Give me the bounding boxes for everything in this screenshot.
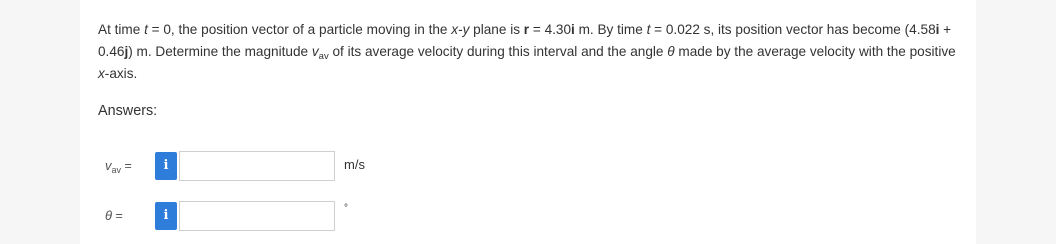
answer-row-angle (80, 200, 976, 232)
axis-label: x (98, 66, 105, 81)
equals-sign: = (112, 209, 123, 223)
velocity-subscript: av (111, 165, 122, 175)
problem-text: At time (98, 22, 145, 37)
problem-text: + 0.46 (98, 22, 952, 59)
velocity-answer-input[interactable] (179, 151, 335, 181)
time-variable: t (646, 22, 651, 37)
page-margin-left (0, 0, 80, 244)
unit-vector-j: j (124, 44, 129, 59)
answer-row-velocity (80, 150, 976, 182)
problem-text: m. By time (574, 22, 647, 37)
problem-statement (98, 19, 968, 85)
velocity-symbol: v (105, 158, 112, 173)
problem-text: = 4.30 (529, 22, 572, 37)
velocity-symbol: v (311, 44, 319, 59)
velocity-unit: m/s (344, 157, 365, 172)
angle-unit: ° (344, 203, 348, 214)
angle-answer-input[interactable] (179, 201, 335, 231)
problem-text: of its average velocity during this interval and the angle (328, 44, 668, 59)
velocity-label (105, 158, 132, 173)
question-card (80, 0, 976, 244)
info-icon[interactable]: i (155, 152, 177, 180)
problem-text: plane is (469, 22, 524, 37)
position-vector-symbol: r (523, 22, 530, 37)
problem-text: ) m. Determine the magnitude (128, 44, 312, 59)
problem-text: made by the average velocity with the positive (674, 44, 956, 59)
equals-sign: = (121, 159, 132, 173)
angle-symbol: θ (105, 208, 113, 223)
problem-text: -axis. (104, 66, 138, 81)
info-icon[interactable]: i (155, 202, 177, 230)
angle-label (105, 208, 123, 223)
page-margin-right (976, 0, 1056, 244)
plane-label: x-y (451, 22, 470, 37)
velocity-subscript: av (318, 51, 329, 62)
time-variable: t (144, 22, 148, 37)
problem-text: = 0, the position vector of a particle moving in the (147, 22, 452, 37)
angle-symbol: θ (667, 44, 675, 59)
problem-text: = 0.022 s, its position vector has become (4.58 (650, 22, 936, 37)
answers-heading: Answers: (98, 103, 158, 119)
unit-vector-i: i (935, 22, 940, 37)
unit-vector-i: i (571, 22, 575, 37)
